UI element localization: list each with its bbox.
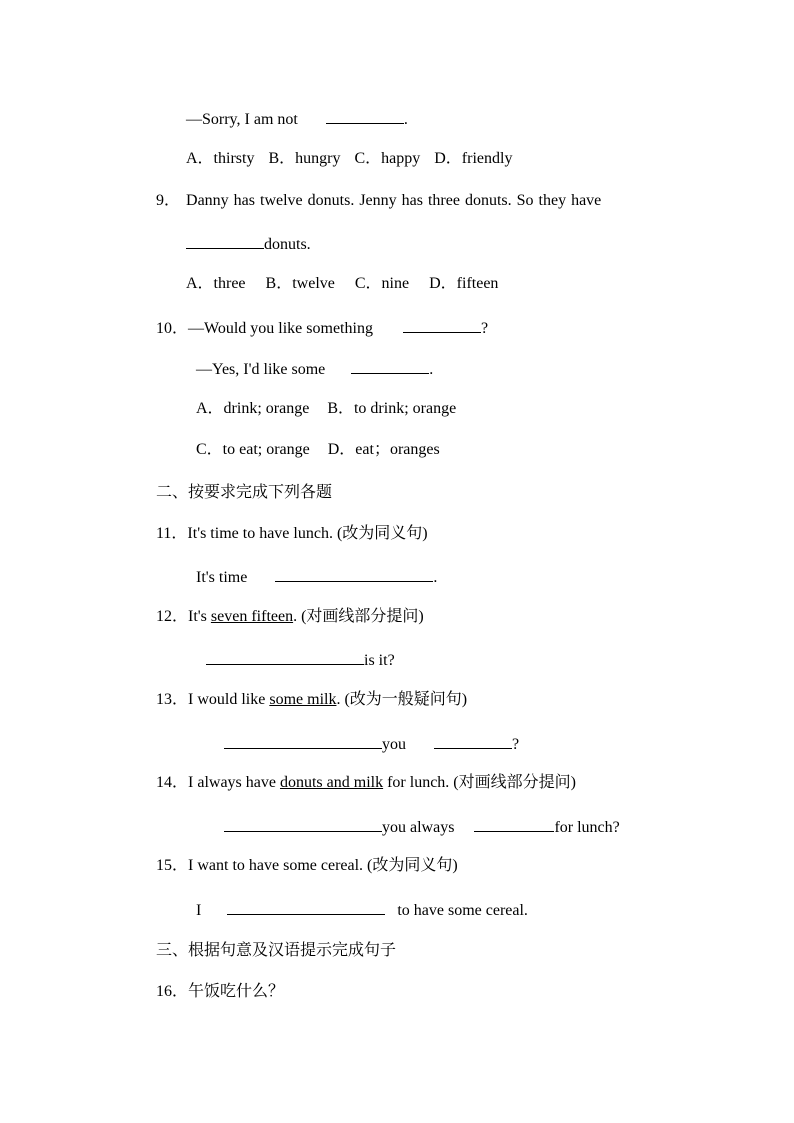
q14-question: 14．I always have donuts and milk for lunch. (对画线部分提问)	[156, 774, 576, 791]
q13-question: 13．I would like some milk. (改为一般疑问句)	[156, 691, 468, 708]
q10-options-row2	[196, 440, 440, 460]
underlined-phrase: some milk	[269, 691, 337, 708]
question-number: 12．	[156, 608, 189, 625]
q15-answer-line: I to have some cereal.	[196, 898, 528, 921]
answer-blank[interactable]	[227, 898, 385, 915]
option-b[interactable]: B．to drink; orange	[327, 400, 457, 417]
option-b[interactable]: B．twelve	[265, 275, 335, 292]
q9-options	[186, 274, 498, 294]
section-2-title: 二、按要求完成下列各题	[156, 482, 333, 501]
question-number: 13．	[156, 691, 189, 708]
q15-question	[156, 856, 458, 876]
question-number: 10．	[156, 320, 189, 337]
q10-line2: —Yes, I'd like some .	[196, 357, 433, 380]
option-c[interactable]: C．nine	[354, 275, 410, 292]
q8-answer-line: —Sorry, I am not .	[186, 107, 408, 130]
q9-question	[156, 191, 601, 211]
q13-answer-line: you ?	[224, 732, 519, 755]
answer-blank[interactable]	[474, 815, 554, 832]
question-text: It's time to have lunch. (改为同义句)	[187, 525, 428, 542]
answer-blank[interactable]	[326, 107, 404, 124]
question-text: Danny has twelve donuts. Jenny has three donuts. So they have	[186, 192, 602, 209]
option-a[interactable]: A．drink; orange	[196, 400, 310, 417]
q14-answer-line: you always for lunch?	[224, 815, 620, 838]
answer-blank[interactable]	[275, 565, 433, 582]
q11-answer-line: It's time .	[196, 565, 437, 588]
answer-blank[interactable]	[403, 316, 481, 333]
q11-question	[156, 524, 428, 544]
option-a[interactable]: A．three	[186, 275, 246, 292]
answer-blank[interactable]	[206, 648, 364, 665]
option-a[interactable]: A．thirsty	[186, 150, 255, 167]
option-d[interactable]: D．friendly	[434, 150, 513, 167]
q16-question	[156, 981, 284, 1002]
option-c[interactable]: C．happy	[354, 150, 421, 167]
underlined-phrase: seven fifteen	[210, 608, 294, 625]
q12-answer-line: is it?	[206, 648, 395, 671]
q8-options	[186, 149, 512, 169]
option-b[interactable]: B．hungry	[268, 150, 341, 167]
question-number: 16．	[156, 983, 189, 1000]
answer-blank[interactable]	[186, 232, 264, 249]
option-c[interactable]: C．to eat; orange	[196, 441, 310, 458]
question-number: 9．	[156, 192, 181, 209]
q10-question: 10．—Would you like something ?	[156, 316, 488, 339]
option-d[interactable]: D．fifteen	[429, 275, 499, 292]
answer-blank[interactable]	[351, 357, 429, 374]
option-d[interactable]: D．eat；oranges	[327, 441, 440, 458]
section-3-title: 三、根据句意及汉语提示完成句子	[156, 940, 397, 959]
q12-question: 12．It's seven fifteen. (对画线部分提问)	[156, 608, 424, 625]
answer-blank[interactable]	[224, 732, 382, 749]
question-number: 14．	[156, 774, 189, 791]
answer-blank[interactable]	[224, 815, 382, 832]
question-text: 午饭吃什么？	[188, 981, 285, 1000]
underlined-phrase: donuts and milk	[279, 774, 384, 791]
q10-options-row1	[196, 399, 456, 419]
question-number: 15．	[156, 857, 189, 874]
answer-blank[interactable]	[434, 732, 512, 749]
q9-line2: donuts.	[186, 232, 311, 255]
question-text: I want to have some cereal. (改为同义句)	[188, 857, 458, 874]
question-number: 11．	[156, 525, 188, 542]
